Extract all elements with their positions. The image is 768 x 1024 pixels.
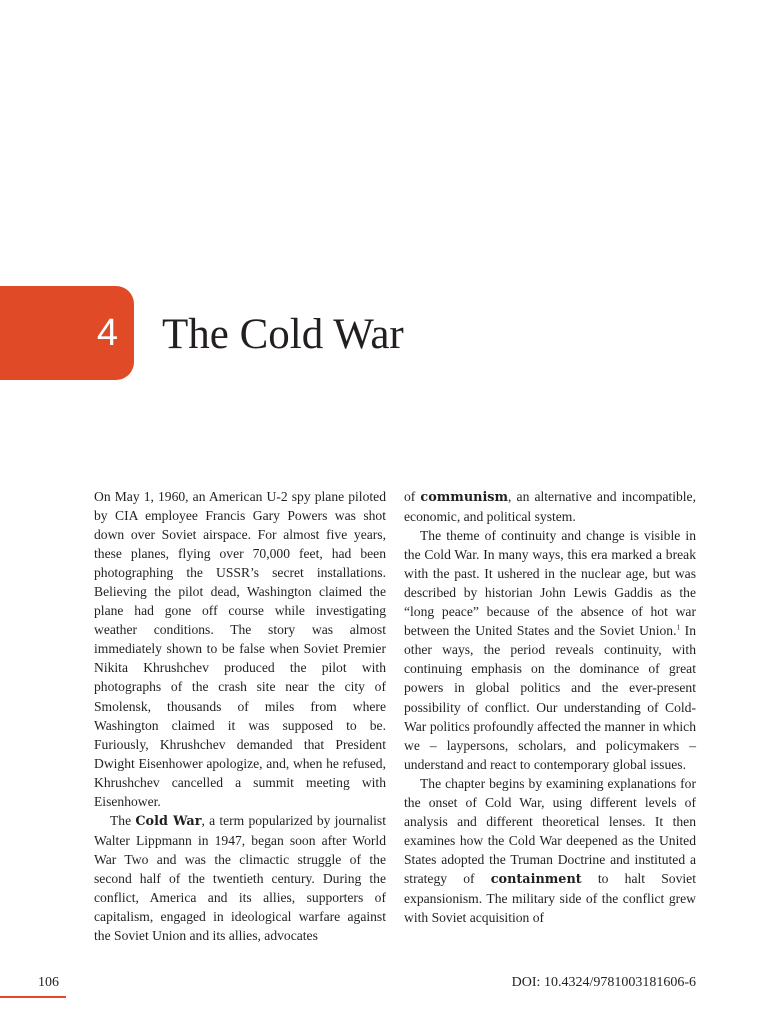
footnote-ref[interactable]: 1 [676, 623, 680, 632]
paragraph-text: to halt Soviet expansionism. The military side of the conflict grew with Soviet acquisition of [404, 870, 696, 926]
chapter-number-tab [0, 286, 134, 380]
paragraph-text: The chapter begins by examining explanations for the onset of Cold War, using different levels of analysis and different theoretical lenses. It then examines how the Cold War deepened as the United States adopted the Truman Doctrine and instituted a strategy of [404, 775, 696, 886]
paragraph-text: In other ways, the period reveals continuity, with continuing emphasis on the dominance of great powers in global politics and the ever-present possibility of conflict. Our understanding of Cold-War politics profoundly affected the manner in which we – laypersons, scholars, and policymakers – understand and react to contemporary global issues. [404, 623, 696, 772]
page-number: 106 [38, 975, 59, 990]
paragraph-text: , a term popularized by journalist Walter Lippmann in 1947, began soon after World War Two and was the climactic struggle of the second half of the twentieth century. During the conflict, America and its allies, supporters of capitalism, engaged in ideological warfare against the Soviet Union and its allies, advocates [94, 812, 386, 944]
text-column-right [404, 487, 696, 927]
doi-text: DOI: 10.4324/9781003181606-6 [511, 975, 696, 990]
paragraph [404, 487, 696, 526]
paragraph-text: The [110, 812, 136, 828]
chapter-title: The Cold War [162, 311, 404, 358]
paragraph-text: The theme of continuity and change is visible in the Cold War. In many ways, this era marked a break with the past. It ushered in the nuclear age, but was described by historian John Lewis Gaddis as the “long peace” because of the absence of hot war between the United States and the Soviet Union. [404, 528, 696, 639]
paragraph [94, 487, 386, 811]
paragraph-text: , an alternative and incompatible, economic, and political system. [404, 489, 696, 525]
chapter-number: 4 [96, 312, 118, 354]
text-column-left [94, 487, 386, 945]
paragraph [404, 526, 696, 774]
key-term: Cold War [135, 813, 202, 829]
paragraph-text: On May 1, 1960, an American U-2 spy plane piloted by CIA employee Francis Gary Powers was shot down over Soviet airspace. For almost five years, these planes, flying over 70,000 feet, had been photographing the USSR’s secret installations. Believing the pilot dead, Washington claimed the plane had gone off course while investigating weather conditions. The story was almost immediately shown to be false when Soviet Premier Nikita Khrushchev produced the pilot with photographs of the crash site near the city of Smolensk, thousands of miles from where Washington claimed it was supposed to be. Furiously, Khrushchev demanded that President Dwight Eisenhower apologize, and, when he refused, Khrushchev cancelled a summit meeting with Eisenhower. [94, 489, 386, 809]
page-number-rule [0, 996, 66, 998]
paragraph [404, 774, 696, 927]
key-term: containment [490, 871, 582, 887]
paragraph-text: of [404, 489, 421, 504]
paragraph [94, 811, 386, 945]
key-term: communism [420, 490, 509, 505]
